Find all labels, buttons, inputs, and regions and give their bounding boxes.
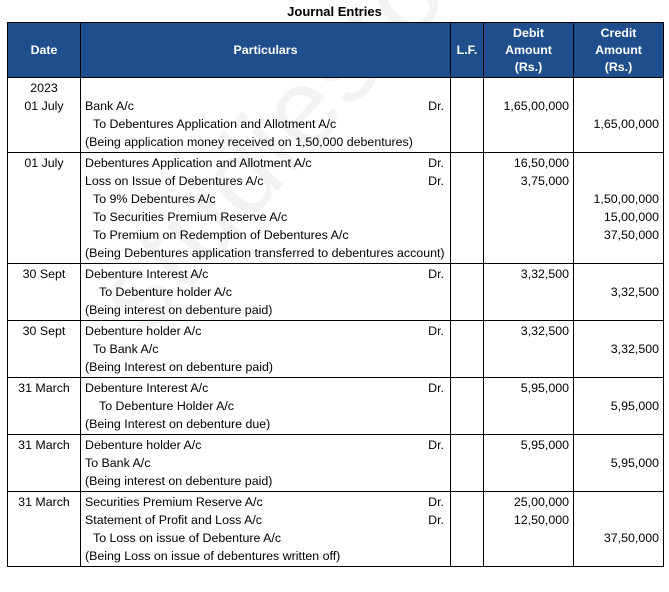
account-name: Debenture holder A/c: [85, 438, 202, 452]
narration: (Being Interest on debenture due): [85, 417, 271, 431]
debit-amount: 1,65,00,000: [503, 99, 569, 113]
credit-amount: 5,95,000: [610, 456, 659, 470]
account-name: Debenture holder A/c: [85, 324, 202, 338]
particulars-line: [85, 208, 446, 226]
debit-amount: 12,50,000: [513, 513, 569, 527]
account-name: To Securities Premium Reserve A/c: [93, 210, 288, 224]
particulars-line: [85, 340, 446, 358]
entry-lf: [451, 321, 484, 378]
account-name: To Debenture holder A/c: [99, 285, 232, 299]
entry-particulars: [81, 321, 451, 378]
dr-marker: Dr.: [428, 99, 444, 113]
entry-credit: [574, 492, 664, 567]
dr-marker: [444, 340, 446, 358]
particulars-line: [85, 493, 446, 511]
dr-marker: [444, 190, 446, 208]
dr-marker: Dr.: [428, 267, 444, 281]
particulars-line: [85, 79, 446, 97]
particulars-line: [85, 511, 446, 529]
particulars-line: [85, 172, 446, 190]
header-row: [8, 23, 664, 78]
page-title: Journal Entries: [287, 4, 382, 19]
entry-date: [8, 153, 81, 264]
journal-entry-row: [8, 378, 664, 435]
dr-marker: Dr.: [428, 156, 444, 170]
entry-credit: [574, 378, 664, 435]
account-name: Debenture Interest A/c: [85, 267, 209, 281]
particulars-line: [85, 397, 446, 415]
header-lf: L.F.: [451, 23, 484, 78]
entry-date: [8, 78, 81, 153]
entry-date: [8, 435, 81, 492]
credit-amount: [578, 172, 659, 190]
journal-entry-row: [8, 435, 664, 492]
account-name: To Loss on issue of Debenture A/c: [93, 531, 282, 545]
dr-marker: [444, 454, 446, 472]
entry-date: [8, 492, 81, 567]
credit-amount: [578, 79, 659, 97]
particulars-line: [85, 322, 446, 340]
debit-amount: 3,32,500: [520, 324, 569, 338]
debit-amount: 5,95,000: [520, 438, 569, 452]
account-name: To Bank A/c: [85, 456, 151, 470]
dr-marker: [444, 397, 446, 415]
debit-amount: [488, 397, 569, 415]
header-credit-line: Amount: [595, 42, 642, 57]
date-line: 31 March: [18, 381, 70, 395]
journal-table: [7, 22, 664, 567]
particulars-line: [85, 436, 446, 454]
account-name: To 9% Debentures A/c: [93, 192, 216, 206]
debit-amount: 3,32,500: [520, 267, 569, 281]
entry-lf: [451, 378, 484, 435]
entry-debit: [484, 321, 574, 378]
debit-amount: [488, 529, 569, 547]
account-name: To Premium on Redemption of Debentures A/c: [93, 228, 349, 242]
account-name: To Debenture Holder A/c: [99, 399, 234, 413]
narration: (Being Debentures application transferred to debentures account): [85, 246, 445, 260]
debit-amount: [488, 208, 569, 226]
header-debit-line: Debit: [513, 25, 544, 40]
entry-particulars: [81, 153, 451, 264]
particulars-line: [85, 379, 446, 397]
date-line: 30 Sept: [22, 324, 66, 338]
narration: (Being Interest on debenture paid): [85, 360, 274, 374]
credit-amount: 15,00,000: [603, 210, 659, 224]
entry-lf: [451, 78, 484, 153]
particulars-line: [85, 190, 446, 208]
particulars-line: [85, 265, 446, 283]
particulars-line: [85, 529, 446, 547]
header-credit-line: (Rs.): [604, 59, 633, 74]
account-name: Debentures Application and Allotment A/c: [85, 156, 312, 170]
date-line: 01 July: [24, 99, 64, 113]
particulars-line: [85, 115, 446, 133]
dr-marker: Dr.: [428, 324, 444, 338]
debit-amount: 5,95,000: [520, 381, 569, 395]
account-name: Loss on Issue of Debentures A/c: [85, 174, 264, 188]
credit-amount: 3,32,500: [610, 342, 659, 356]
credit-amount: 37,50,000: [603, 228, 659, 242]
entry-credit: [574, 78, 664, 153]
entry-debit: [484, 153, 574, 264]
entry-lf: [451, 153, 484, 264]
journal-entry-row: [8, 153, 664, 264]
dr-marker: [444, 226, 446, 244]
dr-marker: Dr.: [428, 513, 444, 527]
entry-date: [8, 321, 81, 378]
entry-particulars: [81, 492, 451, 567]
entry-lf: [451, 264, 484, 321]
entry-particulars: [81, 264, 451, 321]
narration: (Being interest on debenture paid): [85, 303, 273, 317]
date-line: 2023: [30, 81, 58, 95]
dr-marker: Dr.: [428, 438, 444, 452]
header-credit-line: Credit: [600, 25, 637, 40]
dr-marker: Dr.: [428, 174, 444, 188]
journal-entries: [8, 78, 664, 567]
header-particulars: Particulars: [81, 23, 451, 78]
credit-amount: 37,50,000: [603, 531, 659, 545]
particulars-line: [85, 154, 446, 172]
journal-entry-row: [8, 492, 664, 567]
dr-marker: [444, 283, 446, 301]
dr-marker: Dr.: [428, 495, 444, 509]
date-line: 31 March: [18, 438, 70, 452]
header-credit: [574, 23, 664, 78]
date-line: 31 March: [18, 495, 70, 509]
debit-amount: 3,75,000: [520, 174, 569, 188]
account-name: Bank A/c: [85, 99, 134, 113]
dr-marker: [444, 529, 446, 547]
dr-marker: [444, 79, 446, 97]
entry-credit: [574, 435, 664, 492]
debit-amount: [488, 283, 569, 301]
particulars-line: [85, 454, 446, 472]
entry-lf: [451, 492, 484, 567]
header-debit-line: (Rs.): [514, 59, 543, 74]
entry-debit: [484, 264, 574, 321]
narration: (Being interest on debenture paid): [85, 474, 273, 488]
credit-amount: 1,65,00,000: [593, 117, 659, 131]
debit-amount: [488, 79, 569, 97]
header-debit: [484, 23, 574, 78]
entry-date: [8, 264, 81, 321]
debit-amount: [488, 454, 569, 472]
debit-amount: [488, 190, 569, 208]
entry-particulars: [81, 78, 451, 153]
credit-amount: [578, 322, 659, 340]
entry-debit: [484, 78, 574, 153]
credit-amount: [578, 379, 659, 397]
entry-particulars: [81, 435, 451, 492]
entry-credit: [574, 321, 664, 378]
dr-marker: [444, 115, 446, 133]
debit-amount: 16,50,000: [513, 156, 569, 170]
particulars-line: [85, 97, 446, 115]
credit-amount: [578, 154, 659, 172]
entry-date: [8, 378, 81, 435]
credit-amount: [578, 265, 659, 283]
entry-particulars: [81, 378, 451, 435]
debit-amount: [488, 226, 569, 244]
date-line: 30 Sept: [22, 267, 66, 281]
narration: (Being application money received on 1,50,000 debentures): [85, 135, 413, 149]
entry-debit: [484, 492, 574, 567]
entry-lf: [451, 435, 484, 492]
credit-amount: [578, 511, 659, 529]
header-date: Date: [8, 23, 81, 78]
entry-debit: [484, 378, 574, 435]
credit-amount: 5,95,000: [610, 399, 659, 413]
account-name: To Debentures Application and Allotment A/c: [93, 117, 337, 131]
particulars-line: [85, 283, 446, 301]
date-line: 01 July: [24, 156, 64, 170]
account-name: Securities Premium Reserve A/c: [85, 495, 263, 509]
credit-amount: 3,32,500: [610, 285, 659, 299]
journal-entry-row: [8, 321, 664, 378]
journal-entry-row: [8, 264, 664, 321]
debit-amount: [488, 115, 569, 133]
debit-amount: 25,00,000: [513, 495, 569, 509]
narration: (Being Loss on issue of debentures written off): [85, 549, 341, 563]
journal-entry-row: [8, 78, 664, 153]
credit-amount: 1,50,00,000: [593, 192, 659, 206]
entry-credit: [574, 264, 664, 321]
account-name: Statement of Profit and Loss A/c: [85, 513, 263, 527]
entry-debit: [484, 435, 574, 492]
dr-marker: [444, 208, 446, 226]
account-name: To Bank A/c: [93, 342, 159, 356]
account-name: Debenture Interest A/c: [85, 381, 209, 395]
credit-amount: [578, 493, 659, 511]
entry-credit: [574, 153, 664, 264]
credit-amount: [578, 436, 659, 454]
header-debit-line: Amount: [505, 42, 552, 57]
particulars-line: [85, 226, 446, 244]
debit-amount: [488, 340, 569, 358]
dr-marker: Dr.: [428, 381, 444, 395]
credit-amount: [578, 97, 659, 115]
